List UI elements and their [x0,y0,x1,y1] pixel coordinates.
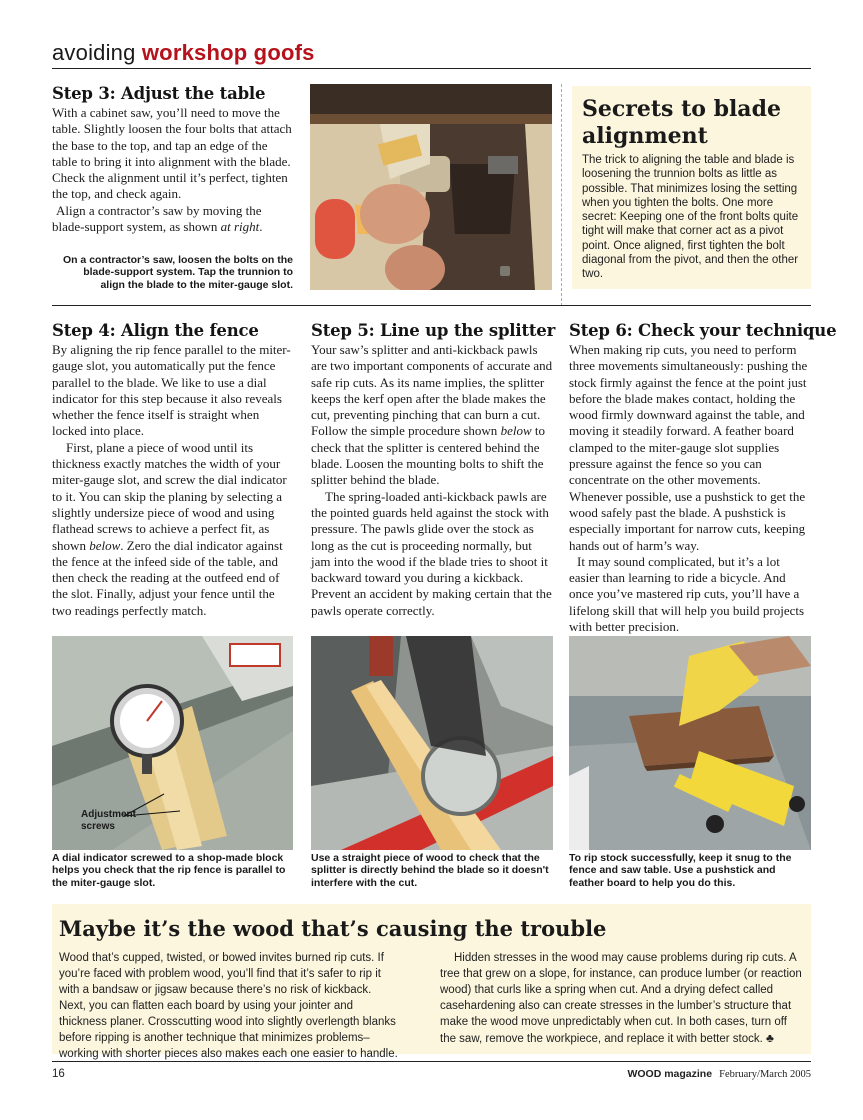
pushstick-illustration [569,636,811,850]
section-rule [52,305,811,306]
step4-para1: By aligning the rip fence parallel to the miter-gauge slot, you automatically put the fence parallel to the blade. We like to use a dial indicator for this step because it also reveals whether the fence itself is straight when locked into place. [52,342,291,439]
step5-para1: Your saw’s splitter and anti-kickback pawls are two important components of accurate and safe rip cuts. As its name implies, the splitter keeps the kerf open after the blade makes the cut, preventing pinching that can burn a cut. Follow the simple procedure shown below to check that the splitter is centered behind the blade. Loosen the mounting bolts to shift the splitter behind the blade. [311,342,553,488]
step5-caption: Use a straight piece of wood to check that the splitter is directly behind the blade so it doesn't interfere with the cut. [311,852,549,889]
step3-para1: With a cabinet saw, you’ll need to move the table. Slightly loosen the four bolts that attach the base to the top, and tap an edge of the table to bring it into alignment with the blade. Check the alignment until it’s perfect, tighten the top, and check again. [52,105,292,202]
sidebar-divider [561,84,562,306]
step6-para1: When making rip cuts, you need to perform three movements simultaneously: pushing the stock firmly against the fence at the point just before the blade makes contact, holding the wood firmly downward against the table, and moving it steadily forward. A feather board clamped to the miter-gauge slot supplies pressure against the fence so you can concentrate on the other movements. Whenever possible, use a pushstick to get the wood safely past the blade. A pushstick is especially important for narrow cuts, keeping hands out of harm’s way. [569,342,808,553]
end-mark-icon: ♣ [766,1031,774,1045]
secrets-title: Secrets to blade alignment [582,96,781,149]
section-header [52,40,315,66]
step4-caption: A dial indicator screwed to a shop-made block helps you check that the rip fence is parallel to the miter-gauge slot. [52,852,286,889]
wood-trouble-sidebar [52,904,811,1060]
trunnion-photo-illustration [310,84,552,290]
issue-date: February/March 2005 [719,1069,811,1080]
step3-heading: Step 3: Adjust the table [52,84,266,103]
step3-photo [310,84,552,290]
adjustment-screws-label: Adjustment screws [81,809,136,832]
step6-body [569,342,811,635]
step6-para2: It may sound complicated, but it’s a lot easier than learning to ride a bicycle. And once you’ve mastered rip cuts, you’ll have a lifelong skill that will help you build projects with better precision. [569,553,805,635]
step3-para2: Align a contractor’s saw by moving the blade-support system, as shown at right. [52,202,263,235]
magazine-name: WOOD magazine [627,1068,713,1080]
header-highlight: workshop goofs [141,40,315,65]
step6-heading: Step 6: Check your technique [569,321,837,340]
wood-trouble-title: Maybe it’s the wood that’s causing the trouble [59,916,607,941]
wood-trouble-col1: Wood that’s cupped, twisted, or bowed invites burned rip cuts. If you’re faced with problem wood, you’ll find that it’s safer to rip it with a bandsaw or jigsaw because there’s no risk of kickback. Next, you can flatten each board by using your jointer and thickness planer. Crosscutting wood into slightly overlength blanks before ripping is another technique that minimizes problems–working with shorter pieces also makes each one easier to handle. [59,952,398,1060]
page-number: 16 [52,1068,65,1080]
header-prefix: avoiding [52,40,136,65]
wood-trouble-col2: Hidden stresses in the wood may cause problems during rip cuts. A tree that grew on a slope, for instance, can produce lumber (or reaction wood) that curls like a spring when cut. And a drying defect called casehardening also can create stresses in the lumber’s structure that make the wood move unpredictably when cut. In both cases, turn off the saw, remove the workpiece, and replace it with better stock. ♣ [440,952,802,1045]
step3-body [52,105,292,235]
footer-credit [580,1068,811,1080]
step5-heading: Step 5: Line up the splitter [311,321,556,340]
step4-body [52,342,295,619]
step3-caption: On a contractor’s saw, loosen the bolts on the blade-support system. Tap the trunnion to align the blade to the miter-gauge slot. [62,254,293,291]
step5-body [311,342,553,619]
secrets-body: The trick to aligning the table and blade is loosening the trunnion bolts as little as possible. That minimizes losing the setting when you tighten the bolts. One more secret: Keeping one of the front bolts quite tight will make that corner act as a pivot point. Once aligned, first tighten the bolt diagonal from the pivot, and then the other two. [582,154,799,281]
pushstick-photo [569,636,811,850]
step4-heading: Step 4: Align the fence [52,321,259,340]
step6-caption: To rip stock successfully, keep it snug to the fence and saw table. Use a pushstick and feather board to help you do this. [569,852,792,889]
step4-para2: First, plane a piece of wood until its thickness exactly matches the width of your miter-gauge slot, and screw the dial indicator to it. You can skip the planing by selecting a slightly undersize piece of wood and using flathead screws to achieve a perfect fit, as shown below. Zero the dial indicator against the fence at the infeed side of the table, and then check the reading at the outfeed end of the slot. Finally, adjust your fence until the two readings perfectly match. [52,439,287,618]
dial-indicator-photo [52,636,293,850]
footer-rule [52,1061,811,1062]
splitter-illustration [311,636,553,850]
splitter-photo [311,636,553,850]
secrets-sidebar [572,86,811,289]
header-rule [52,68,811,69]
step5-para2: The spring-loaded anti-kickback pawls are the pointed guards held against the stock with pressure. The pawls glide over the stock as long as the cut is proceeding normally, but jam into the wood if the blade tries to shoot it backward toward you during a kickback. Prevent an accident by making certain that the pawls operate correctly. [311,488,552,618]
